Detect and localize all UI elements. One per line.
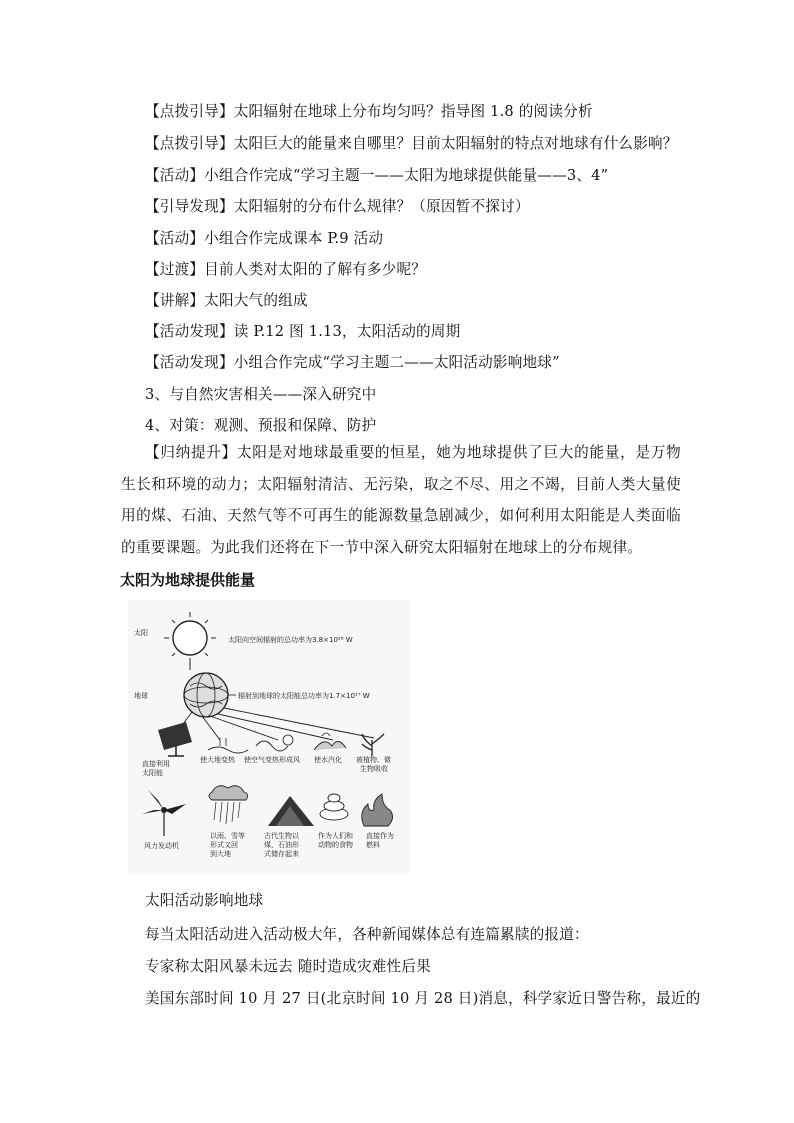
use-8-line-3: 式储存起来: [264, 850, 299, 858]
use-8-line-1: 古代生物以: [264, 832, 299, 840]
use-6-line-1: 风力发动机: [144, 842, 179, 850]
text-line-4: 【引导发现】太阳辐射的分布什么规律？（原因暂不探讨）: [145, 198, 530, 215]
text-line-7: 【讲解】太阳大气的组成: [145, 292, 308, 309]
subsection-title: 太阳活动影响地球: [145, 892, 264, 909]
text-line-5: 【活动】小组合作完成课本 P.9 活动: [145, 230, 384, 247]
after-line-2: 专家称太阳风暴未远去 随时造成灾难性后果: [145, 958, 431, 975]
use-4-line-1: 使水汽化: [314, 756, 342, 764]
use-7-line-1: 以雨、雪等: [210, 832, 245, 840]
use-8-line-2: 煤、石油形: [264, 841, 299, 849]
text-line-3: 【活动】小组合作完成“学习主题一——太阳为地球提供能量——3、4”: [145, 167, 609, 184]
summary-paragraph: 【归纳提升】太阳是对地球最重要的恒星，她为地球提供了巨大的能量，是万物生长和环境的动力；太阳辐射清洁、无污染，取之不尽、用之不竭，目前人类大量使用的煤、石油、天然气等不可再生的能源数量急剧减少，如何利用太阳能是人类面临的重要课题。为此我们还将在下一节中深入研究太阳辐射在地球上的分布规律。: [121, 444, 681, 556]
earth-power-text: 辐射到地球的太阳能总功率为1.7×10¹⁷ W: [238, 692, 370, 700]
earth-icon: [184, 673, 228, 717]
use-1-line-1: 直接利用: [142, 760, 170, 768]
text-line-1: 【点拨引导】太阳辐射在地球上分布均匀吗？指导图 1.8 的阅读分析: [145, 103, 593, 120]
text-line-10: 3、与自然灾害相关——深入研究中: [145, 386, 377, 403]
text-line-9: 【活动发现】小组合作完成“学习主题二——太阳活动影响地球”: [145, 354, 560, 371]
use-2-line-1: 使大地变热: [200, 756, 235, 764]
use-9-line-1: 作为人们和: [318, 832, 353, 840]
sun-power-text: 太阳向空间辐射的总功率为3.8×10²⁶ W: [228, 636, 353, 644]
use-7-line-3: 到大地: [210, 850, 231, 858]
use-5-line-2: 生物吸收: [360, 765, 388, 773]
earth-label: 地球: [134, 692, 148, 700]
use-9-line-2: 动物的食物: [318, 841, 353, 849]
solar-energy-diagram: [128, 600, 410, 874]
sun-label: 太阳: [134, 629, 148, 637]
text-line-11: 4、对策：观测、预报和保障、防护: [145, 417, 377, 434]
after-line-1: 每当太阳活动进入活动极大年，各种新闻媒体总有连篇累牍的报道：: [145, 926, 589, 943]
text-line-8: 【活动发现】读 P.12 图 1.13，太阳活动的周期: [145, 323, 461, 340]
use-10-line-2: 燃料: [366, 841, 380, 849]
use-7-line-2: 形式又回: [210, 841, 238, 849]
use-10-line-1: 直接作为: [366, 832, 394, 840]
use-3-line-1: 使空气变热形成风: [244, 756, 300, 764]
text-line-2: 【点拨引导】太阳巨大的能量来自哪里？目前太阳辐射的特点对地球有什么影响？: [145, 135, 678, 152]
section-title: 太阳为地球提供能量: [120, 571, 256, 589]
after-line-3: 美国东部时间 10 月 27 日(北京时间 10 月 28 日)消息，科学家近日警告称，最近的: [145, 990, 701, 1007]
text-line-6: 【过渡】目前人类对太阳的了解有多少呢？: [145, 261, 427, 278]
use-1-line-2: 太阳能: [142, 769, 163, 777]
use-5-line-1: 被植物、微: [356, 756, 391, 764]
